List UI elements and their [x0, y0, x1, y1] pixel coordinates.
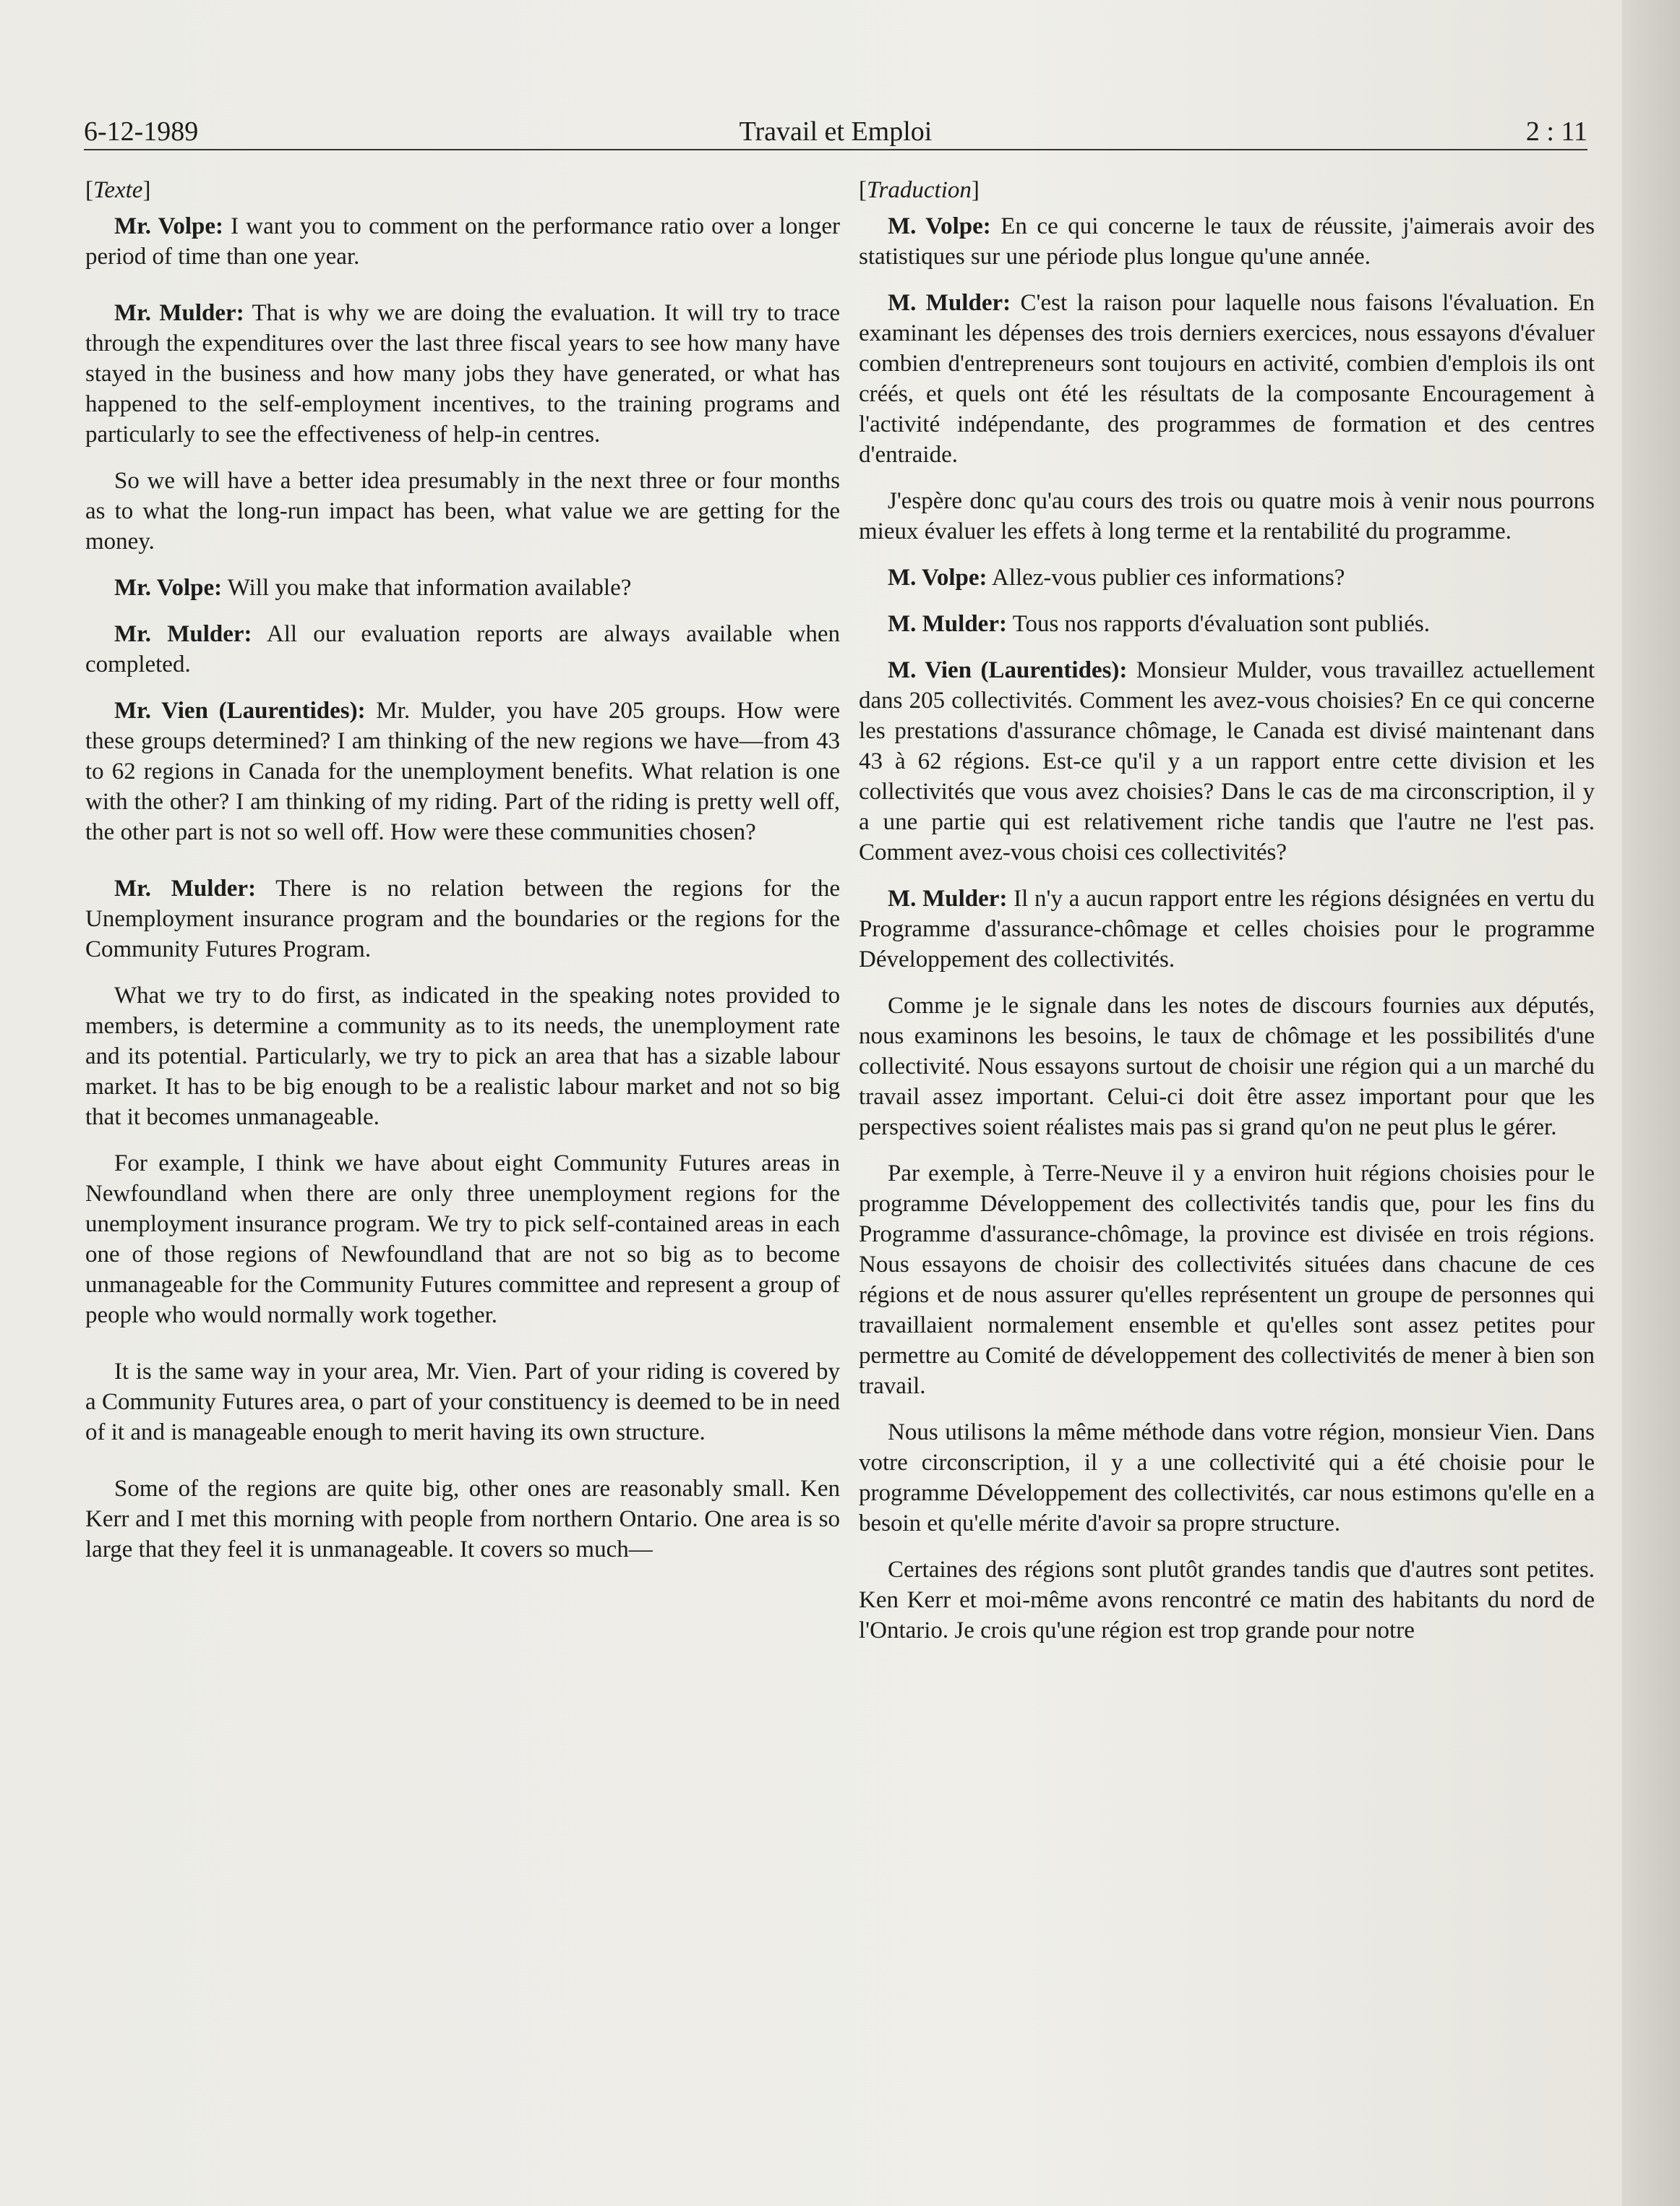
paragraph [859, 884, 1595, 975]
paragraph [859, 991, 1595, 1142]
paragraph-text: Mr. Mulder, you have 205 groups. How were these groups determined? I am thinking of the new regions we have—from 43 to 62 regions in Canada for the unemployment benefits. What relation is one with the other? I am thinking of my riding. Part of the riding is pretty well off, the other part is not so well off. How were these communities chosen? [85, 698, 840, 845]
paragraph [859, 1158, 1595, 1401]
speaker: M. Mulder: [888, 886, 1008, 912]
paragraph [859, 1555, 1595, 1646]
speaker: Mr. Mulder: [114, 621, 252, 647]
paragraph [859, 211, 1595, 272]
paragraph-text: C'est la raison pour laquelle nous faisons l'évaluation. En examinant les dépenses des trois derniers exercices, nous essayons d'évaluer combien d'entrepreneurs sont toujours en activité, combien d'emplois ils ont créés, et quels ont été les résultats de la composante Encouragement à l'activité indépendante, des programmes de formation et des centres d'entraide. [859, 290, 1595, 468]
column-label: [Texte] [85, 177, 151, 203]
paragraph [85, 619, 840, 680]
speaker: Mr. Mulder: [114, 876, 257, 902]
paragraph [85, 1474, 840, 1565]
speaker: Mr. Mulder: [114, 300, 244, 326]
speaker: M. Vien (Laurentides): [888, 657, 1128, 683]
paragraph [85, 211, 840, 272]
page-header [84, 107, 1587, 150]
paragraph-text: That is why we are doing the evaluation. It will try to trace through the expenditures over the last three fiscal years to see how many have stayed in the business and how many jobs they have generated, or what has happened to the self-employment incentives, to the training programs and particularly to see the effectiveness of help-in centres. [85, 300, 840, 448]
paragraph-text: Monsieur Mulder, vous travaillez actuellement dans 205 collectivités. Comment les avez-vous choisies? En ce qui concerne les prestations d'assurance chômage, le Canada est divisé maintenant dans 43 à 62 régions. Est-ce qu'il y a un rapport entre cette division et les collectivités que vous avez choisies? Dans le cas de ma circonscription, il y a une partie qui est relativement riche tandis que l'autre ne l'est pas. Comment avez-vous choisi ces collectivités? [859, 657, 1595, 865]
paragraph-text: It is the same way in your area, Mr. Vien. Part of your riding is covered by a Community Futures area, o part of your constituency is deemed to be in need of it and is manageable enough to merit having its own structure. [85, 1359, 840, 1445]
paragraph-text: Will you make that information available? [222, 575, 632, 601]
speaker: M. Volpe: [888, 213, 991, 239]
header-title: Travail et Emploi [739, 116, 933, 147]
paragraph-text: J'espère donc qu'au cours des trois ou quatre mois à venir nous pourrons mieux évaluer les effets à long terme et la rentabilité du programme. [859, 488, 1595, 544]
speaker: Mr. Volpe: [114, 213, 224, 239]
paragraph [859, 655, 1595, 868]
speaker: Mr. Volpe: [114, 575, 223, 601]
paragraph [85, 873, 840, 965]
paragraph-text: Certaines des régions sont plutôt grandes tandis que d'autres sont petites. Ken Kerr et moi-même avons rencontré ce matin des habitants du nord de l'Ontario. Je crois qu'une région est trop grande pour notre [859, 1557, 1595, 1643]
paragraph-text: What we try to do first, as indicated in the speaking notes provided to members, is determine a community as to its needs, the unemployment rate and its potential. Particularly, we try to pick an area that has a sizable labour market. It has to be big enough to be a realistic labour market and not so big that it becomes unmanageable. [85, 983, 840, 1130]
paragraph-text: En ce qui concerne le taux de réussite, j'aimerais avoir des statistiques sur une période plus longue qu'une année. [859, 213, 1595, 270]
french-column [859, 175, 1595, 1662]
paragraph-text: Some of the regions are quite big, other ones are reasonably small. Ken Kerr and I met this morning with people from northern Ontario. One area is so large that they feel it is unmanageable. It covers so much— [85, 1476, 840, 1562]
header-page-number: 2 : 11 [1525, 116, 1587, 147]
paragraph-text: So we will have a better idea presumably in the next three or four months as to what the long-run impact has been, what value we are getting for the money. [85, 468, 840, 555]
paragraph [859, 288, 1595, 470]
binding-gutter [1622, 0, 1680, 2206]
paragraph-text: All our evaluation reports are always available when completed. [85, 621, 840, 677]
paragraph-text: Nous utilisons la même méthode dans votre région, monsieur Vien. Dans votre circonscription, il y a une collectivité qui a été choisie pour le programme Développement des collectivités, car nous estimons qu'elle en a besoin et qu'elle mérite d'avoir sa propre structure. [859, 1419, 1595, 1536]
paragraph-text: Il n'y a aucun rapport entre les régions désignées en vertu du Programme d'assurance-chômage et celles choisies pour le programme Développement des collectivités. [859, 886, 1595, 972]
paragraph-text: Tous nos rapports d'évaluation sont publiés. [1006, 611, 1431, 637]
paragraph [85, 466, 840, 557]
paragraph [859, 563, 1595, 593]
speaker: M. Volpe: [888, 565, 987, 591]
paragraph [85, 980, 840, 1132]
paragraph [859, 609, 1595, 639]
paragraph [859, 1417, 1595, 1539]
paragraph [85, 1356, 840, 1448]
header-date: 6-12-1989 [84, 116, 199, 147]
paragraph-text: Allez-vous publier ces informations? [987, 565, 1345, 591]
speaker: M. Mulder: [888, 290, 1011, 316]
paragraph [85, 696, 840, 847]
speaker: M. Mulder: [888, 611, 1007, 637]
paragraph-text: There is no relation between the regions for the Unemployment insurance program and the boundaries or the regions for the Community Futures Program. [85, 876, 840, 962]
paragraph-text: Comme je le signale dans les notes de discours fournies aux députés, nous examinons les besoins, le taux de chômage et les possibilités d'une collectivité. Nous essayons surtout de choisir une région qui a un marché du travail assez important. Celui-ci doit être assez important pour que les perspectives soient réalistes mais pas si grand qu'on ne peut plus le gérer. [859, 993, 1595, 1140]
header-rule [84, 149, 1587, 150]
paragraph [85, 298, 840, 450]
english-column [85, 175, 840, 1581]
paragraph-text: I want you to comment on the performance ratio over a longer period of time than one year. [85, 213, 840, 270]
paragraph [85, 573, 840, 603]
paragraph [85, 1148, 840, 1330]
paragraph-text: For example, I think we have about eight Community Futures areas in Newfoundland when there are only three unemployment regions for the unemployment insurance program. We try to pick self-contained areas in each one of those regions of Newfoundland that are not so big as to become unmanageable for the Community Futures committee and represent a group of people who would normally work together. [85, 1150, 840, 1328]
paragraph [859, 486, 1595, 547]
paragraph-text: Par exemple, à Terre-Neuve il y a environ huit régions choisies pour le programme Développement des collectivités tandis que, pour les fins du Programme d'assurance-chômage, la province est divisée en trois régions. Nous essayons de choisir des collectivités situées dans chacune de ces régions et de nous assurer qu'elles représentent un groupe de personnes qui travaillaient normalement ensemble et qu'elles sont assez petites pour permettre au Comité de développement des collectivités de mener à bien son travail. [859, 1160, 1595, 1399]
speaker: Mr. Vien (Laurentides): [114, 698, 366, 724]
column-label: [Traduction] [859, 177, 980, 203]
